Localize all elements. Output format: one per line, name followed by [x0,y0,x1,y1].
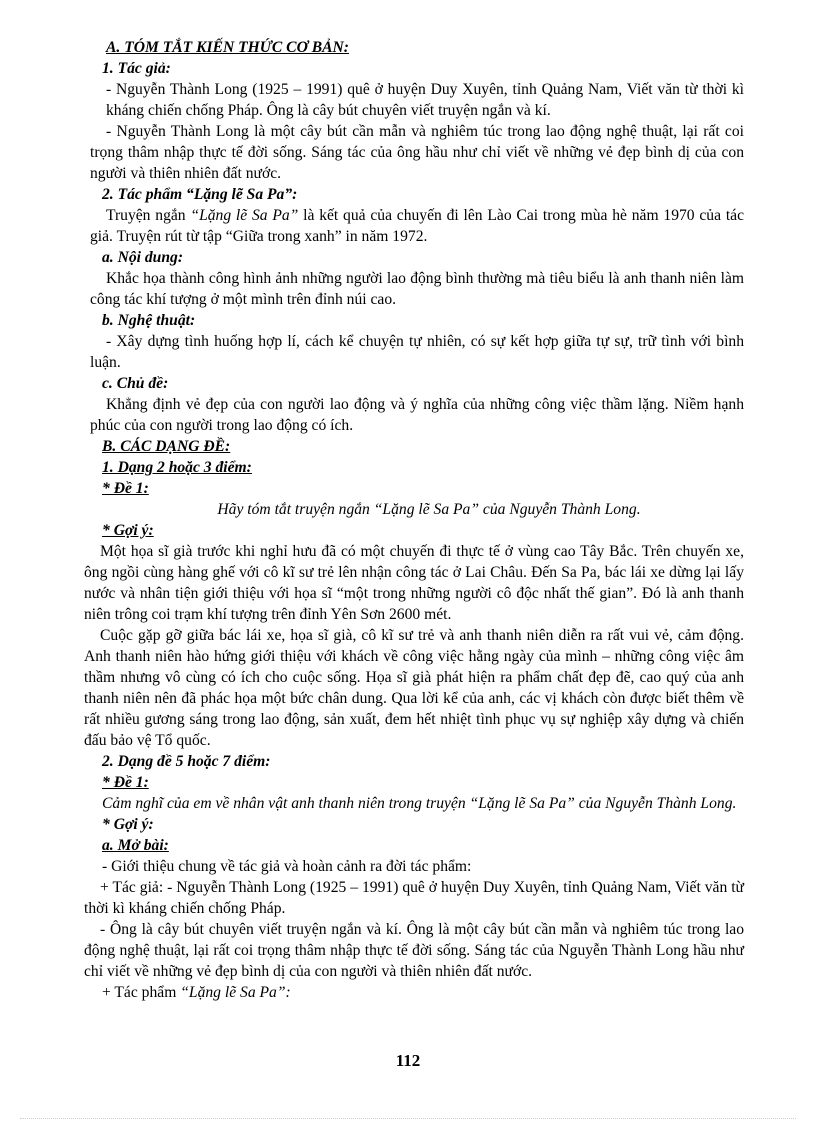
work-paragraph-pre: Truyện ngắn [106,207,191,224]
type1-heading: 1. Dạng 2 hoặc 3 điểm: [102,459,252,476]
author-heading: 1. Tác giả: [102,60,171,77]
author-paragraph-2: - Nguyễn Thành Long là một cây bút cần mẫn và nghiêm túc trong lao động nghệ thuật, lại rất coi trọng thâm nhập thực tế đời sống. Sáng tác của ông hầu như chỉ viết về những vẻ đẹp bình dị của con người và thiên nhiên đất nước. [90,123,744,182]
section-b-title: B. CÁC DẠNG ĐỀ: [102,438,231,455]
de1-label: * Đề 1: [102,480,149,497]
page-content [84,37,744,1003]
section-a-title: A. TÓM TẮT KIẾN THỨC CƠ BẢN: [106,39,349,56]
mobai-heading: a. Mở bài: [102,837,169,854]
page-number: 112 [395,1051,421,1070]
theme-heading: c. Chủ đề: [102,375,169,392]
content-heading: a. Nội dung: [102,249,184,266]
work-paragraph [84,205,744,247]
mobai-paragraph-3: - Ông là cây bút chuyên viết truyện ngắn và kí. Ông là một cây bút cần mẫn và nghiêm túc trong lao động nghệ thuật, lại rất coi trọng thâm nhập thực tế đời sống. Sáng tác của Nguyễn Thành Long hầu như chỉ viết về những vẻ đẹp bình dị của con người và thiên nhiên đất nước. [84,921,744,980]
goiy2-label: * Gợi ý: [102,816,154,833]
bottom-divider [20,1118,796,1119]
mobai-paragraph-4-pre: + Tác phẩm [102,984,181,1001]
de2-prompt: Cảm nghĩ của em về nhân vật anh thanh niên trong truyện “Lặng lẽ Sa Pa” của Nguyễn Thành Long. [102,795,737,812]
content-paragraph: Khắc họa thành công hình ảnh những người lao động bình thường mà tiêu biểu là anh thanh niên làm công tác khí tượng ở một mình trên đỉnh núi cao. [90,270,744,308]
summary-paragraph-1: Một họa sĩ già trước khi nghỉ hưu đã có một chuyến đi thực tế ở vùng cao Tây Bắc. Trên chuyến xe, ông ngồi cùng hàng ghế với cô kĩ sư trẻ lên nhận công tác ở Lai Châu. Đến Sa Pa, bác lái xe dừng lại lấy nước và nhân tiện giới thiệu với họa sĩ “một trong những người cô độc nhất thế gian”. Đó là anh thanh niên trông coi trạm khí tượng trên đỉnh Yên Sơn 2600 mét. [84,543,744,623]
theme-paragraph: Khẳng định vẻ đẹp của con người lao động và ý nghĩa của những công việc thầm lặng. Niềm hạnh phúc của con người trong lao động có ích. [90,396,744,434]
mobai-paragraph-4 [84,982,744,1003]
art-heading: b. Nghệ thuật: [102,312,196,329]
author-paragraph-1: - Nguyễn Thành Long (1925 – 1991) quê ở huyện Duy Xuyên, tỉnh Quảng Nam, Viết văn từ thời kì kháng chiến chống Pháp. Ông là cây bút chuyên viết truyện ngắn và kí. [106,81,744,119]
mobai-paragraph-2: + Tác giả: - Nguyễn Thành Long (1925 – 1991) quê ở huyện Duy Xuyên, tỉnh Quảng Nam, Viết văn từ thời kì kháng chiến chống Pháp. [84,879,744,917]
art-paragraph: - Xây dựng tình huống hợp lí, cách kể chuyện tự nhiên, có sự kết hợp giữa tự sự, trữ tình với bình luận. [90,333,744,371]
work-paragraph-title: “Lặng lẽ Sa Pa” [190,207,299,224]
type2-heading: 2. Dạng đề 5 hoặc 7 điểm: [102,753,271,770]
work-heading: 2. Tác phẩm “Lặng lẽ Sa Pa”: [102,186,298,203]
work-paragraph-post: là kết quả của chuyến đi lên Lào Cai trong mùa hè năm 1970 của tác giả. Truyện rút từ tập “Giữa trong xanh” in năm 1972. [90,207,744,245]
de2-label: * Đề 1: [102,774,149,791]
de1-prompt: Hãy tóm tắt truyện ngắn “Lặng lẽ Sa Pa” của Nguyễn Thành Long. [217,501,641,518]
mobai-paragraph-4-title: “Lặng lẽ Sa Pa”: [180,984,291,1001]
summary-paragraph-2: Cuộc gặp gỡ giữa bác lái xe, họa sĩ già, cô kĩ sư trẻ và anh thanh niên diễn ra rất vui vẻ, cảm động. Anh thanh niên hào hứng giới thiệu với khách về công việc hằng ngày của mình – những công việc âm thầm nhưng vô cùng có ích cho cuộc sống. Họa sĩ già phát hiện ra phẩm chất đẹp đẽ, cao quý của anh thanh niên nên đã phác họa một bức chân dung. Qua lời kể của anh, các vị khách còn được biết thêm về rất nhiều gương sáng trong lao động, sản xuất, đem hết nhiệt tình phục vụ sự nghiệp xây dựng và chiến đấu bảo vệ Tổ quốc. [84,627,744,749]
goiy-label: * Gợi ý: [102,522,154,539]
mobai-paragraph-1: - Giới thiệu chung về tác giả và hoàn cảnh ra đời tác phẩm: [102,858,472,875]
